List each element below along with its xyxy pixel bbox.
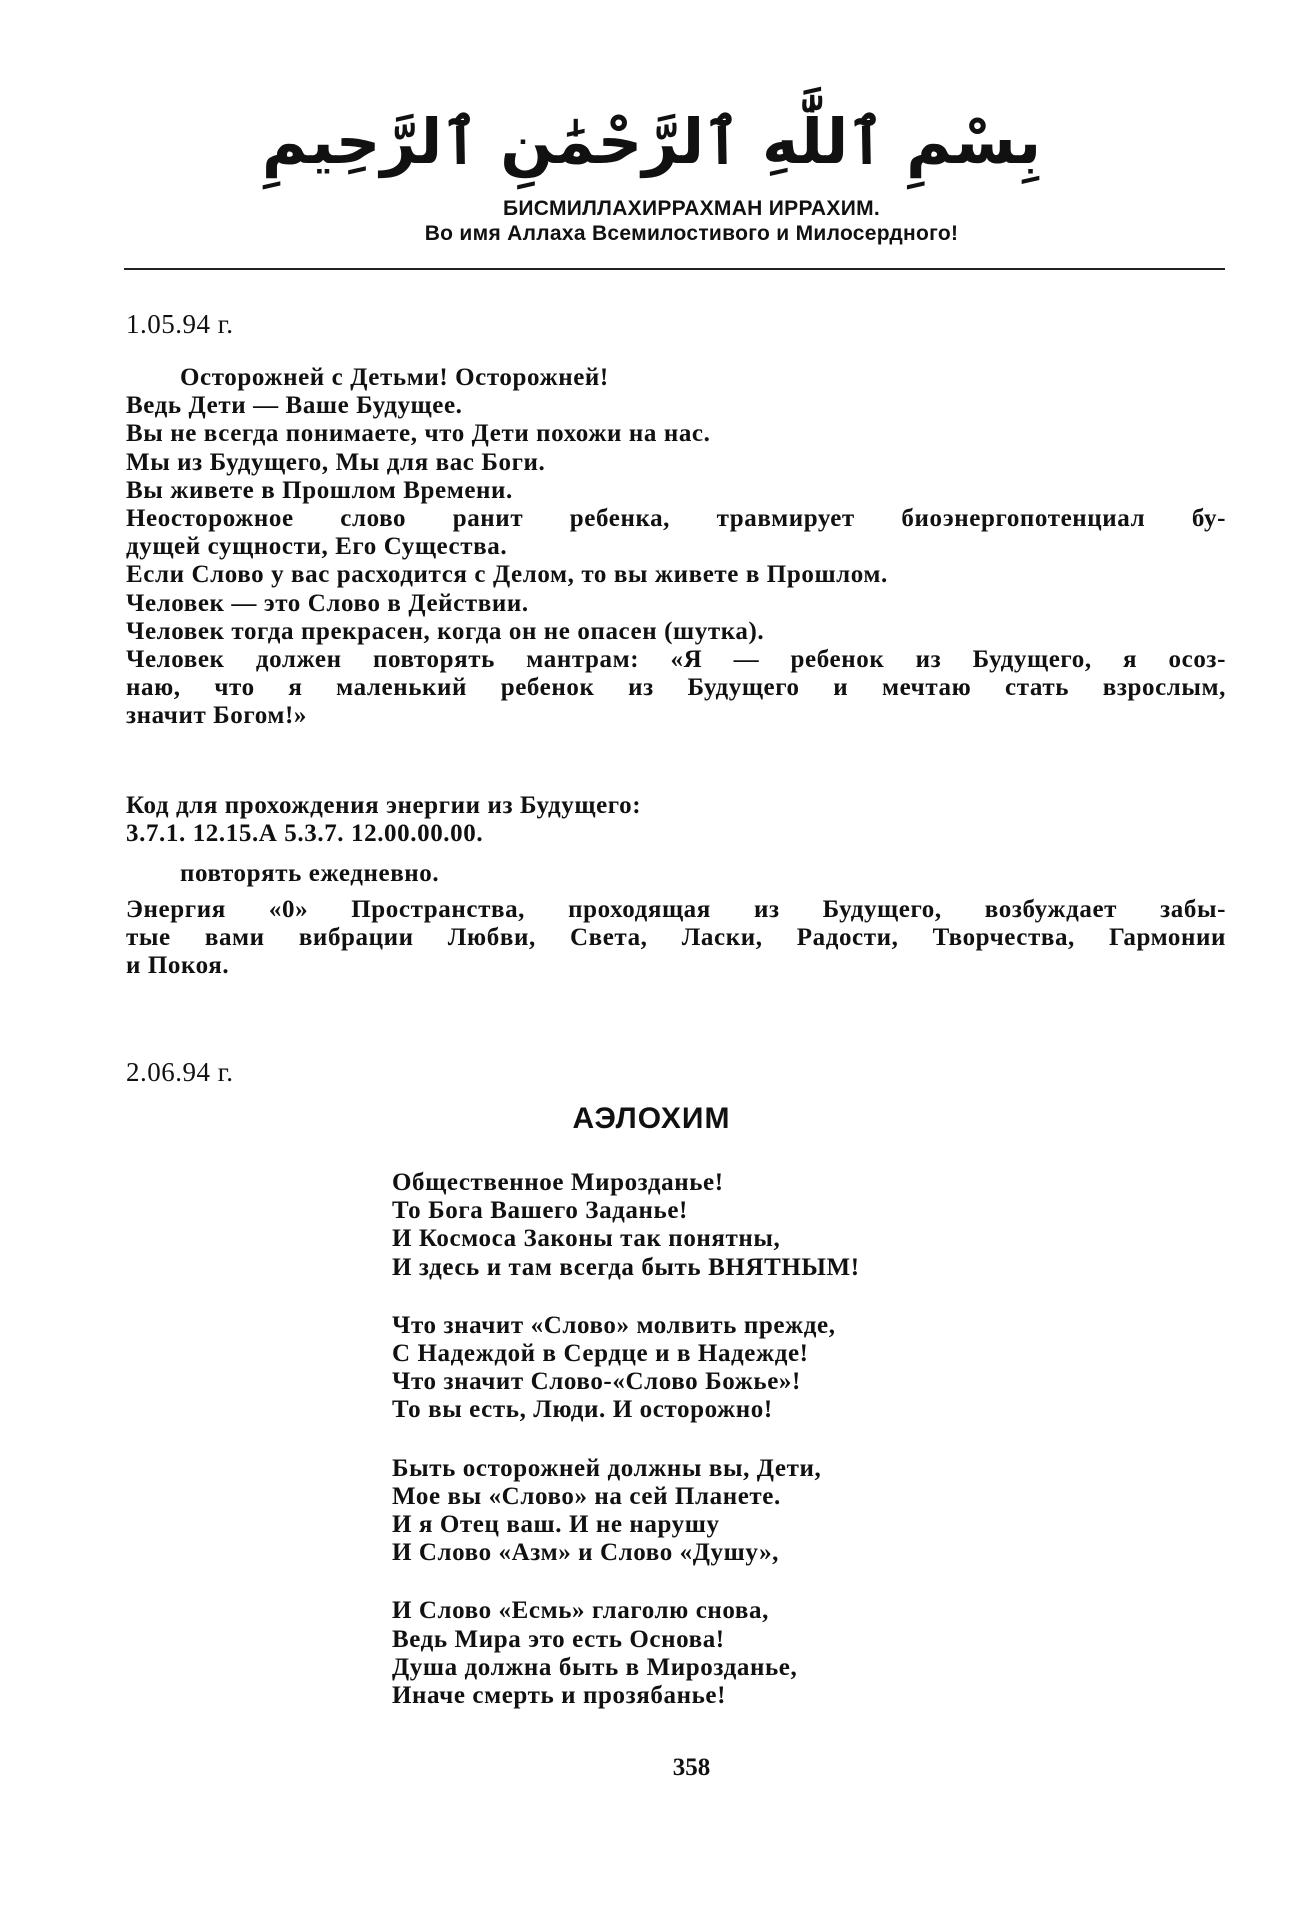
text-line: Человек — это Слово в Действии.: [126, 589, 529, 617]
header-translation: Во имя Аллаха Всемилостивого и Милосердного!: [424, 222, 959, 245]
poem-line: И я Отец ваш. И не нарушу: [392, 1511, 720, 1539]
poem-stanza: [392, 1169, 1192, 1282]
text-line: дущей сущности, Его Существа.: [126, 533, 508, 561]
text-line: Неосторожное слово ранит ребенка, травмирует биоэнергопотенциал бу-: [126, 505, 1226, 533]
energy-code-block: [126, 792, 1226, 848]
poem-line: Общественное Мирозданье!: [392, 1169, 724, 1196]
poem-line: С Надеждой в Сердце и в Надежде!: [392, 1340, 809, 1368]
repeat-note: повторять ежедневно.: [180, 860, 440, 887]
poem-line: Душа должна быть в Мирозданье,: [392, 1653, 798, 1681]
header-transliteration: БИСМИЛЛАХИРРАХМАН ИРРАХИМ.: [502, 197, 881, 220]
text-line: значит Богом!»: [126, 702, 308, 730]
text-line: и Покоя.: [126, 952, 230, 980]
poem-line: Иначе смерть и прозябанье!: [392, 1682, 727, 1710]
poem-line: То вы есть, Люди. И осторожно!: [392, 1396, 773, 1424]
poem-line: И Слово «Азм» и Слово «Душу»,: [392, 1539, 780, 1567]
page-number: 358: [672, 1754, 711, 1781]
poem-line: Что значит Слово-«Слово Божье»!: [392, 1368, 801, 1396]
text-line: Если Слово у вас расходится с Делом, то вы живете в Прошлом.: [126, 561, 888, 589]
poem-line: То Бога Вашего Заданье!: [392, 1197, 688, 1225]
entry-date-2: 2.06.94 г.: [126, 1057, 234, 1087]
text-line: Мы из Будущего, Мы для вас Боги.: [126, 448, 546, 476]
code-value: 3.7.1. 12.15.А 5.3.7. 12.00.00.00.: [126, 820, 484, 848]
text-line: Человек должен повторять мантрам: «Я — ребенок из Будущего, я осоз-: [126, 646, 1226, 674]
poem-line: И здесь и там всегда быть ВНЯТНЫМ!: [392, 1253, 860, 1281]
text-line: Осторожней с Детьми! Осторожней!: [180, 364, 609, 391]
basmala-calligraphy: بِسْمِ ٱللَّٰهِ ٱلرَّحْمَٰنِ ٱلرَّحِيمِ: [261, 105, 1042, 178]
text-line: Энергия «0» Пространства, проходящая из Будущего, возбуждает забы-: [126, 896, 1226, 923]
entry-1-text: [126, 364, 1226, 731]
poem-stanza: [392, 1455, 1192, 1568]
text-line: Человек тогда прекрасен, когда он не опасен (шутка).: [126, 617, 765, 645]
repeat-note-block: [126, 860, 1226, 888]
text-line: Вы живете в Прошлом Времени.: [126, 476, 513, 504]
code-label: Код для прохождения энергии из Будущего:: [126, 792, 642, 819]
poem-line: И Космоса Законы так понятны,: [392, 1225, 781, 1253]
text-line: тые вами вибрации Любви, Света, Ласки, Радости, Творчества, Гармонии: [126, 924, 1226, 952]
poem-line: Ведь Мира это есть Основа!: [392, 1625, 725, 1653]
text-line: наю, что я маленький ребенок из Будущего и мечтаю стать взрослым,: [126, 674, 1226, 702]
poem-title: АЭЛОХИМ: [572, 1102, 731, 1135]
poem-line: Что значит «Слово» молвить прежде,: [392, 1311, 836, 1339]
poem-stanza: [392, 1312, 1192, 1425]
poem-line: Быть осторожней должны вы, Дети,: [392, 1454, 822, 1482]
poem-line: И Слово «Есмь» глаголю снова,: [392, 1597, 769, 1625]
poem: [392, 1169, 1192, 1740]
entry-date-1: 1.05.94 г.: [126, 309, 234, 339]
header-divider: [124, 268, 1225, 270]
energy-text: [126, 896, 1226, 981]
text-line: Вы не всегда понимаете, что Дети похожи на нас.: [126, 420, 711, 448]
poem-stanza: [392, 1597, 1192, 1710]
text-line: Ведь Дети — Ваше Будущее.: [126, 392, 463, 420]
poem-line: Мое вы «Слово» на сей Планете.: [392, 1482, 781, 1510]
